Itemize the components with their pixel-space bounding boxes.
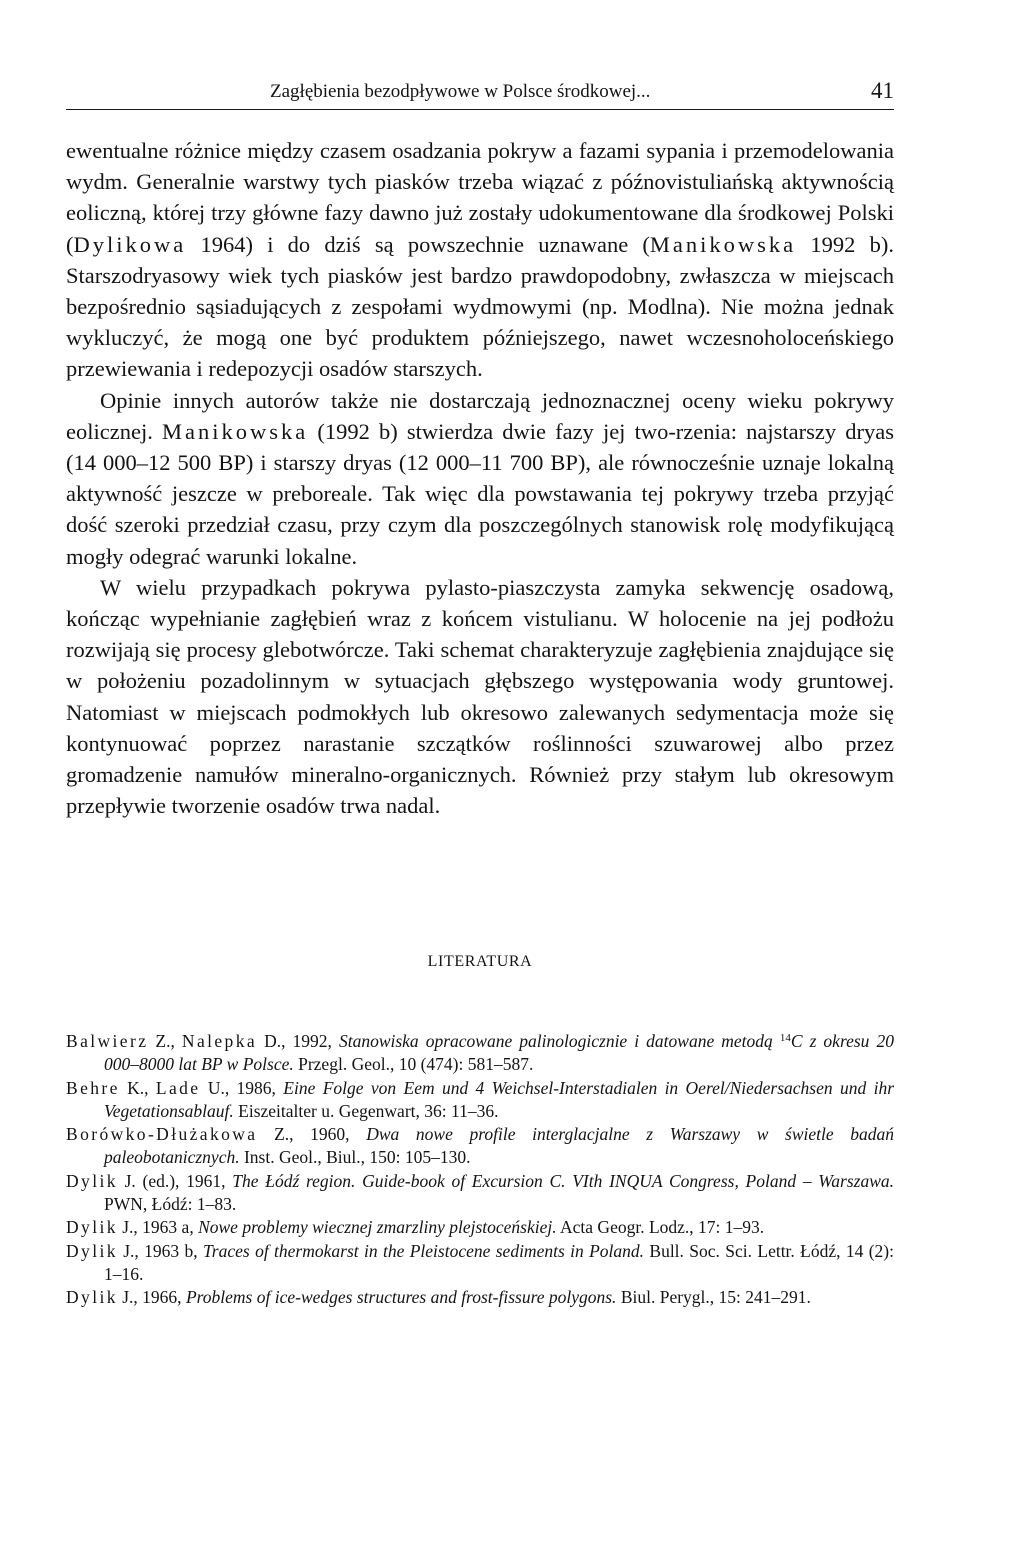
- ref-author: Borówko-Dłużakowa: [66, 1124, 258, 1145]
- ref-author: Dylik: [66, 1217, 118, 1238]
- reference-item: [66, 1030, 894, 1077]
- ref-text: J. (ed.), 1961,: [117, 1170, 233, 1191]
- ref-source: PWN, Łódź: 1–83.: [104, 1194, 237, 1215]
- reference-item: [66, 1077, 894, 1124]
- ref-author: Dylik: [66, 1240, 118, 1261]
- ref-source: Inst. Geol., Biul., 150: 105–130.: [239, 1147, 471, 1168]
- ref-text: Z.,: [148, 1031, 182, 1051]
- paragraph-2: [66, 385, 894, 572]
- ref-author: Nalepka: [181, 1031, 258, 1051]
- ref-source: Przegl. Geol., 10 (474): 581–587.: [293, 1054, 534, 1075]
- ref-author: Dylik: [66, 1287, 118, 1308]
- ref-source: Acta Geogr. Lodz., 17: 1–93.: [556, 1217, 765, 1238]
- running-title: Zagłębienia bezodpływowe w Polsce środkowej...: [270, 81, 651, 102]
- ref-author: Balwierz: [66, 1031, 149, 1051]
- author-citation: Dylikowa: [73, 231, 187, 257]
- ref-title: Stanowiska opracowane palinologicznie i datowane metodą: [338, 1031, 780, 1051]
- ref-source: Bull. Soc. Sci. Lettr. Łódź, 14 (2): 1–16.: [104, 1240, 894, 1284]
- literature-heading: LITERATURA: [427, 953, 533, 970]
- page-number: 41: [871, 78, 894, 103]
- paragraph-1: [66, 135, 894, 385]
- ref-author: Behre: [66, 1077, 120, 1098]
- ref-title: Nowe problemy wiecznej zmarzliny plejstoceńskiej.: [198, 1217, 557, 1238]
- ref-author: Lade: [155, 1077, 201, 1098]
- body-text: [66, 135, 894, 821]
- ref-text: U., 1986,: [200, 1077, 284, 1098]
- paragraph-1-part-a: ewentualne różnice między czasem osadzania pokryw a fazami sypania i przemodelowania wydm. Generalnie warstwy tych piasków trzeba wiązać z późnovistuliańską aktywnością eoliczną, której trzy główne fazy dawno już zostały udokumentowane dla środkowej Polski (: [66, 138, 894, 257]
- paragraph-1-part-c: 1992 b). Starszodryasowy wiek tych piasków jest bardzo prawdopodobny, zwłaszcza w miejscach bezpośrednio sąsiadujących z zespołami wydmowymi (np. Modlna). Nie można jednak wykluczyć, że mogą one być produktem późniejszego, nawet wczesnoholoceńskiego przewiewania i redepozycji osadów starszych.: [66, 231, 894, 382]
- ref-text: D., 1992,: [257, 1031, 339, 1051]
- ref-text: J., 1966,: [117, 1287, 186, 1308]
- reference-item: [66, 1123, 894, 1170]
- ref-author: Dylik: [66, 1170, 118, 1191]
- paragraph-1-part-b: 1964) i do dziś są powszechnie uznawane (: [186, 231, 650, 257]
- reference-item: [66, 1170, 894, 1217]
- ref-text: Z., 1960,: [257, 1124, 367, 1145]
- ref-text: J., 1963 b,: [117, 1240, 204, 1261]
- author-citation: Manikowska: [649, 231, 797, 257]
- paragraph-2-part-b: (1992 b) stwierdza dwie fazy jej two-rzenia: najstarszy dryas (14 000–12 500 BP) i starszy dryas (12 000–11 700 BP), ale równocześnie uznaje lokalną aktywność jeszcze w preboreale. Tak więc dla powstawania tej pokrywy trzeba przyjąć dość szeroki przedział czasu, przy czym dla poszczególnych stanowisk rolę modyfikującą mogły odegrać warunki lokalne.: [66, 418, 894, 569]
- document-page: [66, 66, 894, 1526]
- reference-item: [66, 1216, 894, 1239]
- paragraph-3: W wielu przypadkach pokrywa pylasto-piaszczysta zamyka sekwencję osadową, kończąc wypełnianie zagłębień wraz z końcem vistulianu. W holocenie na jej podłożu rozwijają się procesy glebotwórcze. Taki schemat charakteryzuje zagłębienia znajdujące się w położeniu pozadolinnym w sytuacjach głębszego występowania wody gruntowej. Natomiast w miejscach podmokłych lub okresowo zalewanych sedymentacja może się kontynuować poprzez narastanie szczątków roślinności szuwarowej albo przez gromadzenie namułów mineralno-organicznych. Również przy stałym lub okresowym przepływie tworzenie osadów trwa nadal.: [66, 574, 894, 819]
- paragraph-2-part-a: Opinie innych autorów także nie dostarczają jednoznacznej oceny wieku pokrywy eolicznej.: [66, 387, 894, 444]
- ref-title: The Łódź region. Guide-book of Excursion C. VIth INQUA Congress, Poland – Warszawa.: [232, 1170, 894, 1191]
- reference-item: [66, 1240, 894, 1287]
- reference-list: [66, 1030, 894, 1310]
- ref-source: Biul. Perygl., 15: 241–291.: [616, 1287, 811, 1308]
- ref-source: Eiszeitalter u. Gegenwart, 36: 11–36.: [233, 1100, 499, 1121]
- ref-superscript: 14: [779, 1032, 791, 1044]
- page-header: [66, 78, 894, 106]
- ref-title: C z okresu 20 000–8000 lat BP w Polsce.: [104, 1031, 894, 1075]
- ref-title: Dwa nowe profile interglacjalne z Warszawy w świetle badań paleobotanicznych.: [104, 1124, 894, 1168]
- ref-title: Problems of ice-wedges structures and frost-fissure polygons.: [185, 1287, 617, 1308]
- ref-title: Eine Folge von Eem und 4 Weichsel-Interstadialen in Oerel/Niedersachsen und ihr Vegetationsablauf.: [104, 1077, 895, 1121]
- reference-item: [66, 1286, 894, 1309]
- header-rule: [66, 109, 894, 110]
- author-citation: Manikowska: [161, 418, 309, 444]
- ref-text: J., 1963 a,: [117, 1217, 199, 1238]
- ref-text: K.,: [119, 1077, 156, 1098]
- ref-title: Traces of thermokarst in the Pleistocene sediments in Poland.: [203, 1240, 645, 1261]
